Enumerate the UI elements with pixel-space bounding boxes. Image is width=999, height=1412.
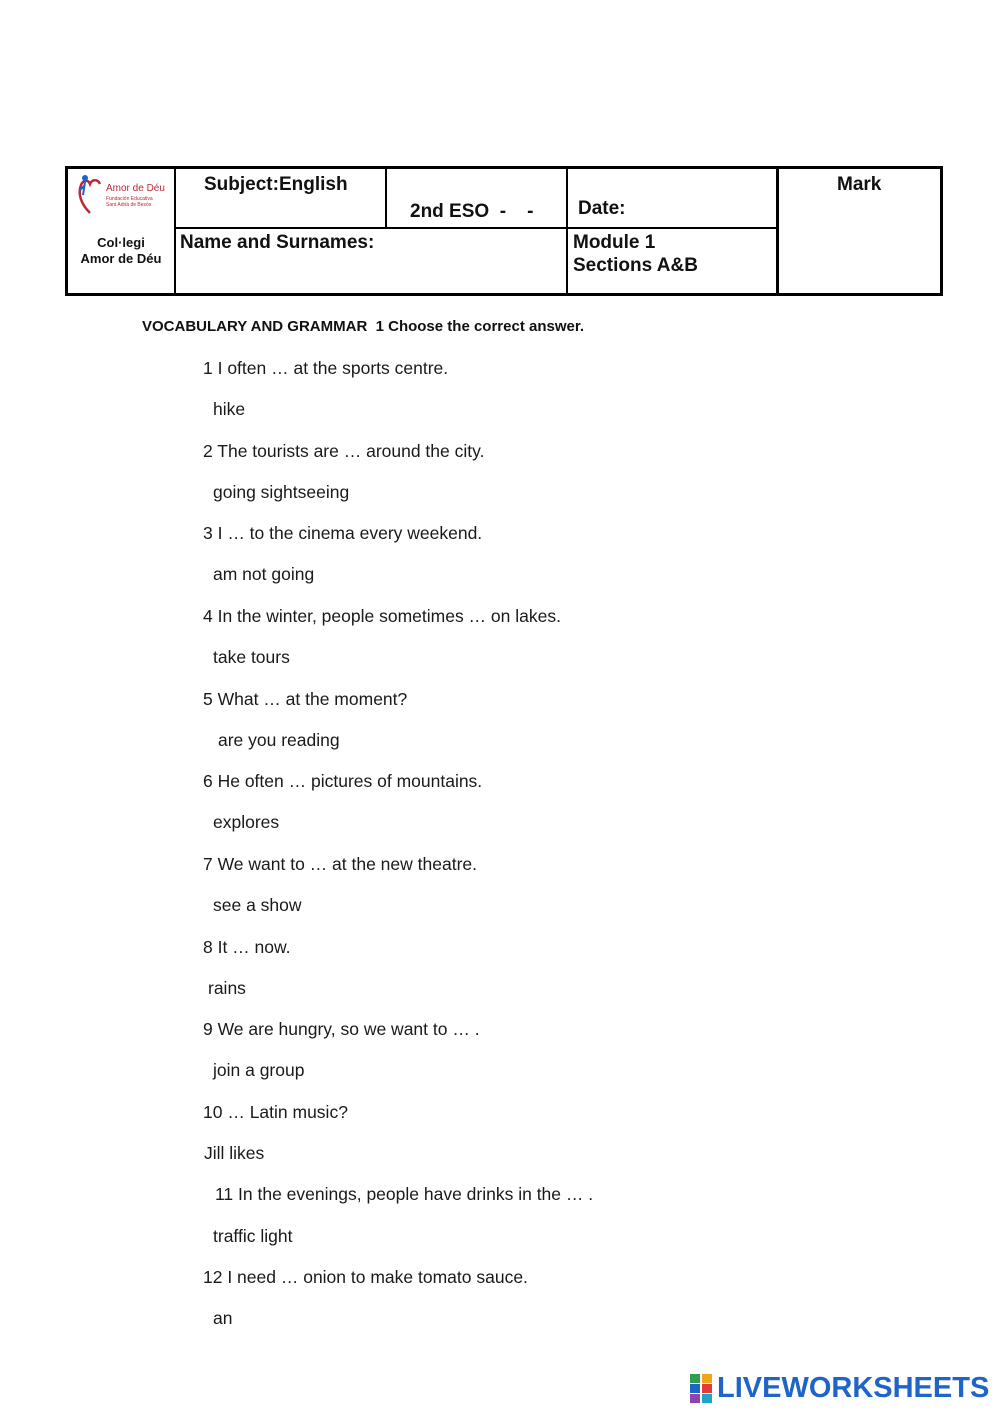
logo-sub-line: Fundación Educativa bbox=[106, 196, 153, 202]
logo-sub-line: Sant Adrià de Besòs bbox=[106, 202, 152, 208]
section-title: VOCABULARY AND GRAMMAR 1 Choose the correct answer. bbox=[142, 318, 585, 335]
answer-option[interactable]: see a show bbox=[213, 895, 302, 915]
date-label: Date: bbox=[578, 198, 626, 219]
school-line: Amor de Déu bbox=[80, 251, 162, 266]
question-text: 6 He often … pictures of mountains. bbox=[203, 771, 483, 791]
question-text: 8 It … now. bbox=[203, 937, 291, 957]
question-text: 4 In the winter, people sometimes … on lakes. bbox=[203, 606, 561, 626]
answer-option[interactable]: explores bbox=[213, 812, 280, 832]
liveworksheets-wordmark: LIVEWORKSHEETS bbox=[717, 1372, 990, 1404]
school-line: Col·legi bbox=[97, 235, 145, 250]
module-label: Module 1 bbox=[573, 232, 656, 253]
sections-label: Sections A&B bbox=[573, 255, 698, 276]
name-surnames-label: Name and Surnames: bbox=[180, 232, 375, 253]
answer-option[interactable]: am not going bbox=[213, 564, 315, 584]
divider bbox=[174, 227, 778, 229]
answer-option[interactable]: traffic light bbox=[213, 1226, 293, 1246]
school-name bbox=[68, 235, 174, 267]
question-text: 11 In the evenings, people have drinks in the … . bbox=[215, 1184, 594, 1204]
divider bbox=[385, 169, 387, 227]
heart-figure-logo-icon bbox=[76, 173, 106, 217]
mark-label: Mark bbox=[837, 174, 882, 195]
subject-label: Subject:English bbox=[204, 174, 348, 195]
answer-option[interactable]: hike bbox=[213, 399, 246, 419]
divider bbox=[174, 169, 176, 293]
logo-cell bbox=[68, 169, 174, 293]
answer-option[interactable]: are you reading bbox=[218, 730, 340, 750]
answer-option[interactable]: Jill likes bbox=[204, 1143, 265, 1163]
question-text: 3 I … to the cinema every weekend. bbox=[203, 523, 483, 543]
logo-subtitle bbox=[106, 196, 153, 208]
divider bbox=[566, 169, 568, 293]
course-label: 2nd ESO - - bbox=[410, 201, 534, 222]
liveworksheets-logo-icon bbox=[690, 1374, 714, 1404]
answer-option[interactable]: join a group bbox=[213, 1060, 305, 1080]
question-text: 1 I often … at the sports centre. bbox=[203, 358, 449, 378]
question-text: 5 What … at the moment? bbox=[203, 689, 408, 709]
header-table bbox=[65, 166, 943, 296]
question-text: 7 We want to … at the new theatre. bbox=[203, 854, 477, 874]
answer-option[interactable]: rains bbox=[208, 978, 246, 998]
question-text: 9 We are hungry, so we want to … . bbox=[203, 1019, 480, 1039]
question-text: 12 I need … onion to make tomato sauce. bbox=[203, 1267, 528, 1287]
question-text: 2 The tourists are … around the city. bbox=[203, 441, 485, 461]
divider bbox=[776, 169, 779, 293]
question-text: 10 … Latin music? bbox=[203, 1102, 348, 1122]
logo-brand: Amor de Déu bbox=[106, 183, 165, 194]
answer-option[interactable]: going sightseeing bbox=[213, 482, 350, 502]
answer-option[interactable]: an bbox=[213, 1308, 233, 1328]
answer-option[interactable]: take tours bbox=[213, 647, 290, 667]
